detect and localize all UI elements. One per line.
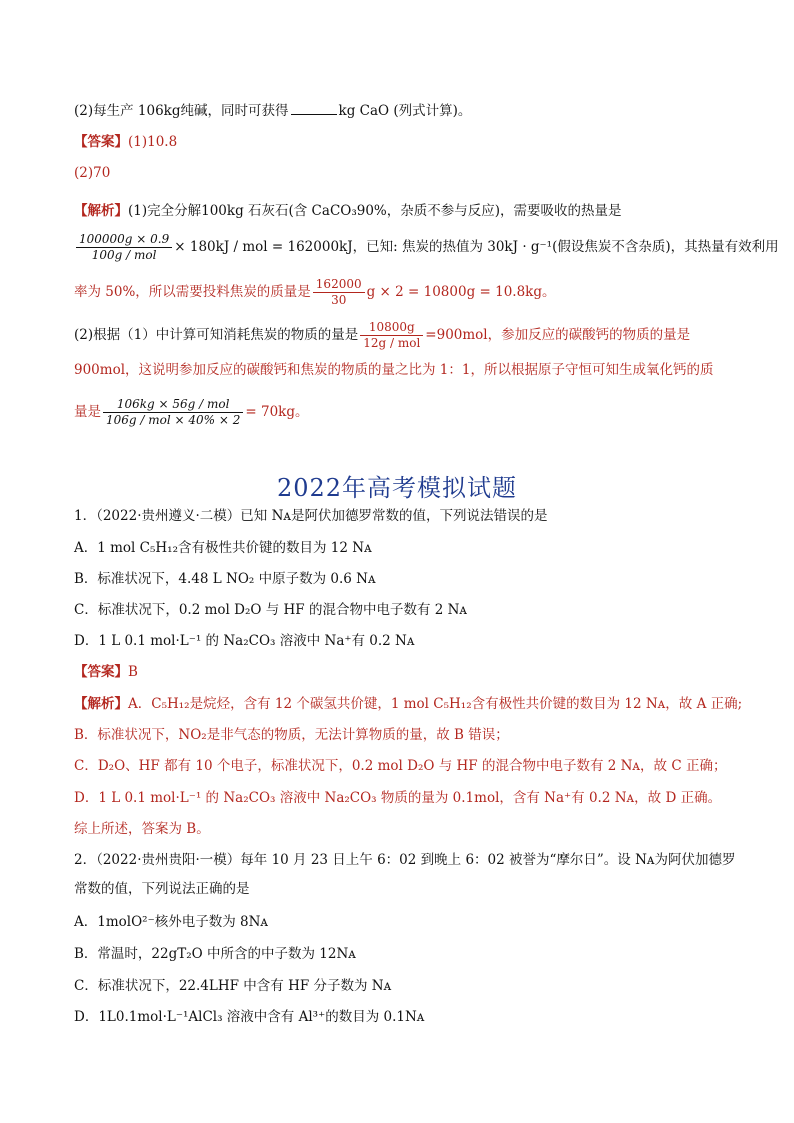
analysis-tag: 【解析】 bbox=[74, 203, 128, 219]
problem-1-option-c: C．标准状况下，0.2 mol D₂O 与 HF 的混合物中电子数有 2 Nᴀ bbox=[74, 602, 468, 618]
analysis-text: = 70kg。 bbox=[245, 404, 309, 420]
problem-2-stem-2: 常数的值，下列说法正确的是 bbox=[74, 881, 250, 897]
analysis-line-5: 900mol，这说明参加反应的碳酸钙和焦炭的物质的量之比为 1：1，所以根据原子守恒可知生成氧化钙的质 bbox=[74, 362, 714, 378]
problem-2-option-b: B．常温时，22gT₂O 中所含的中子数为 12Nᴀ bbox=[74, 946, 356, 962]
answer-tag: 【答案】 bbox=[74, 134, 128, 150]
problem-1-analysis-a bbox=[74, 695, 742, 713]
problem-1-stem: 1．（2022·贵州遵义·二模）已知 Nᴀ是阿伏加德罗常数的值，下列说法错误的是 bbox=[74, 508, 548, 524]
analysis-line-1 bbox=[74, 202, 622, 220]
analysis-text: 率为 50%，所以需要投料焦炭的质量是 bbox=[74, 284, 311, 300]
fraction-4: $\frac{\text{106kg × 56g / mol}}{\text{106g / mol × 40\% × 2}}$ bbox=[103, 397, 243, 428]
problem-2-option-c: C．标准状况下，22.4LHF 中含有 HF 分子数为 Nᴀ bbox=[74, 978, 392, 994]
answer-line-2: (2)70 bbox=[74, 165, 111, 181]
problem-2-stem-1: 2．（2022·贵州贵阳·一模）每年 10 月 23 日上午 6：02 到晚上 6：02 被誉为“摩尔日”。设 Nᴀ为阿伏加德罗 bbox=[74, 852, 736, 868]
analysis-text: × 180kJ / mol = 162000kJ，已知: 焦炭的热值为 30kJ · g⁻¹(假设焦炭不含杂质)，其热量有效利用 bbox=[174, 239, 779, 255]
question-text: (2)每生产 106kg纯碱，同时可获得 bbox=[74, 103, 289, 119]
problem-1-option-d: D．1 L 0.1 mol·L⁻¹ 的 Na₂CO₃ 溶液中 Na⁺有 0.2 Nᴀ bbox=[74, 633, 415, 649]
section-title: 2022年高考模拟试题 bbox=[276, 474, 518, 502]
fraction-3: $\frac{10800g}{\text{12g / mol}}$ bbox=[360, 320, 423, 351]
analysis-tag: 【解析】 bbox=[74, 696, 128, 712]
answer-text: (1)10.8 bbox=[128, 134, 178, 150]
answer-text: B bbox=[128, 664, 138, 680]
problem-1-option-a: A．1 mol C₅H₁₂含有极性共价键的数目为 12 Nᴀ bbox=[74, 540, 372, 556]
analysis-text: A．C₅H₁₂是烷烃，含有 12 个碳氢共价键，1 mol C₅H₁₂含有极性共价键的数目为 12 Nᴀ，故 A 正确; bbox=[128, 696, 743, 712]
analysis-line-4 bbox=[74, 320, 690, 351]
analysis-line-3 bbox=[74, 277, 556, 308]
problem-2-option-d: D．1L0.1mol·L⁻¹AlCl₃ 溶液中含有 Al³⁺的数目为 0.1Nᴀ bbox=[74, 1009, 425, 1025]
answer-line-1 bbox=[74, 133, 177, 151]
analysis-line-6 bbox=[74, 397, 308, 428]
question-text-tail: kg CaO (列式计算)。 bbox=[338, 103, 472, 119]
problem-1-analysis-c: C．D₂O、HF 都有 10 个电子，标准状况下，0.2 mol D₂O 与 HF 的混合物中电子数有 2 Nᴀ，故 C 正确； bbox=[74, 758, 727, 774]
analysis-text: (2)根据（1）中计算可知消耗焦炭的物质的量是 bbox=[74, 327, 359, 343]
problem-1-answer bbox=[74, 663, 138, 681]
problem-1-analysis-d: D．1 L 0.1 mol·L⁻¹ 的 Na₂CO₃ 溶液中 Na₂CO₃ 物质的量为 0.1mol，含有 Na⁺有 0.2 Nᴀ，故 D 正确。 bbox=[74, 790, 722, 806]
analysis-text: g × 2 = 10800g = 10.8kg。 bbox=[366, 284, 556, 300]
answer-tag: 【答案】 bbox=[74, 664, 128, 680]
problem-1-analysis-b: B．标准状况下，NO₂是非气态的物质，无法计算物质的量，故 B 错误； bbox=[74, 727, 509, 743]
problem-1-option-b: B．标准状况下，4.48 L NO₂ 中原子数为 0.6 Nᴀ bbox=[74, 571, 376, 587]
problem-2-option-a: A．1molO²⁻核外电子数为 8Nᴀ bbox=[74, 914, 269, 930]
fraction-1: $\frac{100000g \times 0.9}{\text{100g / mol}}$ bbox=[76, 232, 172, 263]
fraction-2: $\frac{162000}{30}$ bbox=[313, 277, 365, 308]
analysis-line-2 bbox=[74, 232, 779, 263]
analysis-text: (1)完全分解100kg 石灰石(含 CaCO₃90%，杂质不参与反应)，需要吸收的热量是 bbox=[128, 203, 622, 219]
answer-blank[interactable] bbox=[291, 102, 337, 115]
question-2-part bbox=[74, 102, 471, 120]
analysis-text: 量是 bbox=[74, 404, 101, 420]
analysis-text: =900mol，参加反应的碳酸钙的物质的量是 bbox=[425, 327, 691, 343]
problem-1-summary: 综上所述，答案为 B。 bbox=[74, 821, 210, 837]
